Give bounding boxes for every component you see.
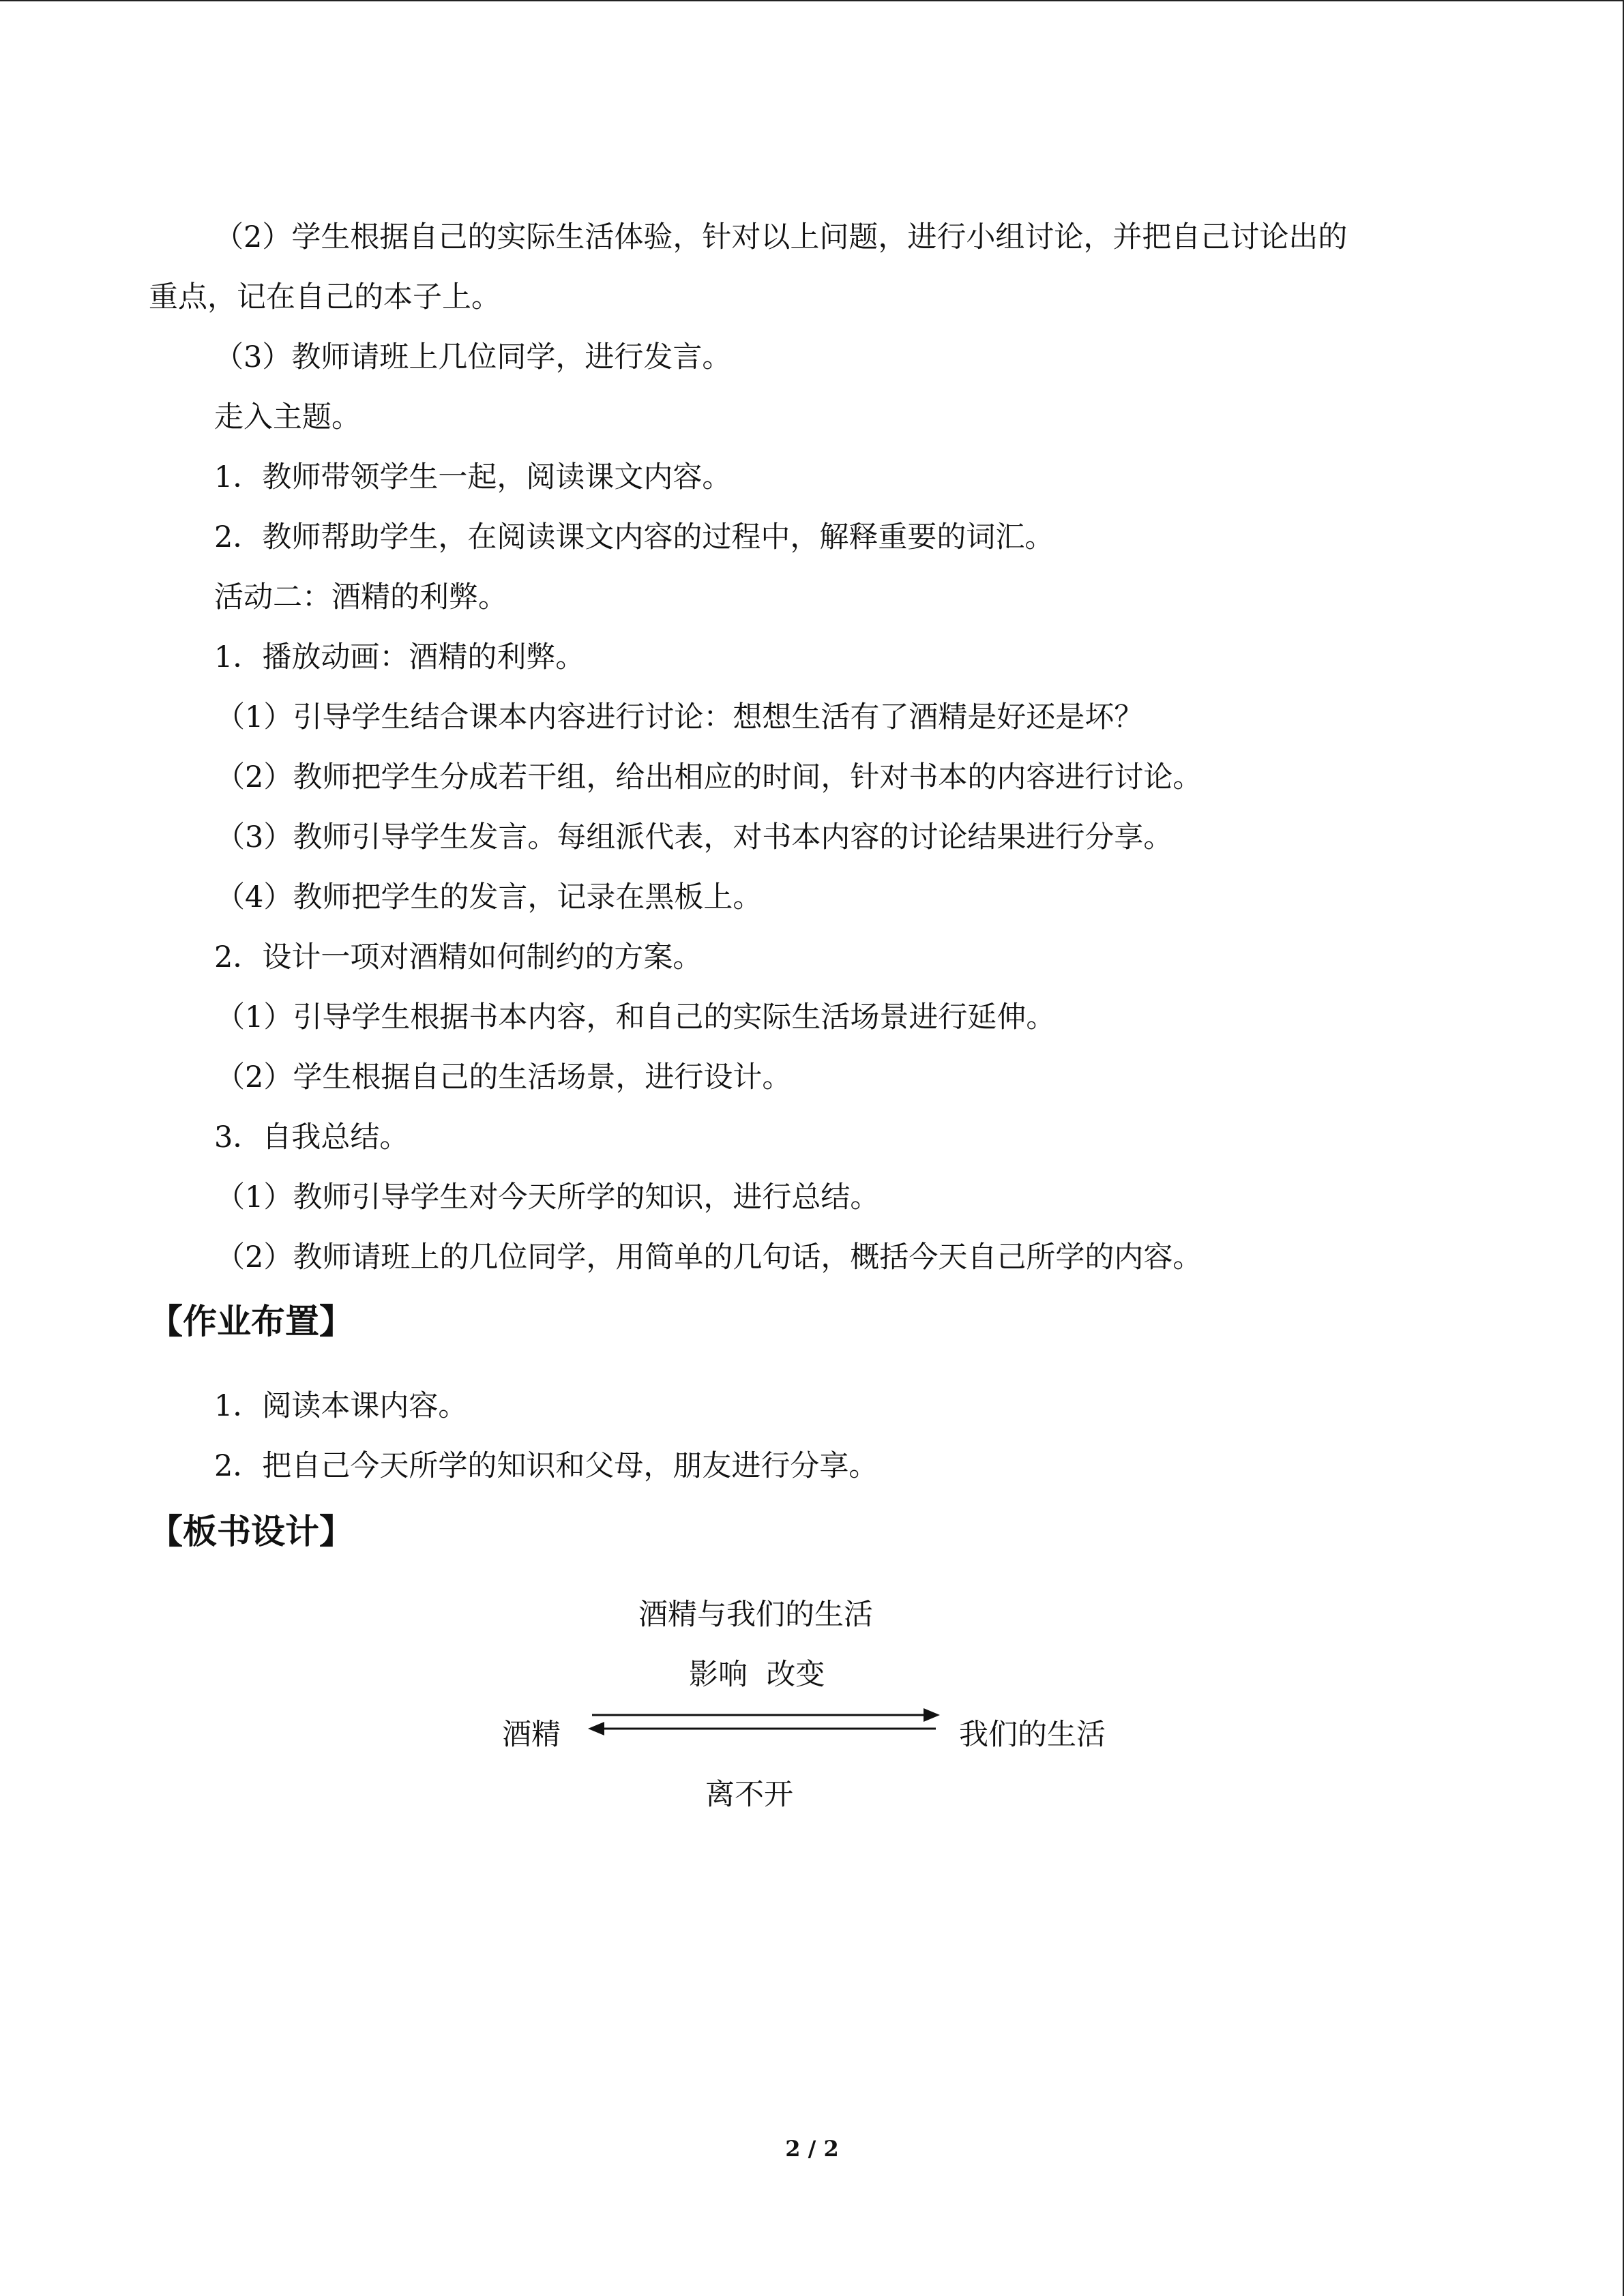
double-arrow-icon [587,1703,941,1744]
paragraph-self-summary: 3．自我总结。 [214,1120,409,1154]
paragraph-design-sub-2: （2）学生根据自己的生活场景，进行设计。 [216,1060,792,1094]
paragraph-design-sub-1: （1）引导学生根据书本内容，和自己的实际生活场景进行延伸。 [216,1000,1056,1034]
paragraph-sub-3: （3）教师引导学生发言。每组派代表，对书本内容的讨论结果进行分享。 [216,820,1173,854]
paragraph-activity-two: 活动二：酒精的利弊。 [214,580,507,614]
paragraph-2-line-2: 重点，记在自己的本子上。 [149,280,501,314]
paragraph-sub-1: （1）引导学生结合课本内容进行讨论：想想生活有了酒精是好还是坏？ [216,700,1144,734]
board-title: 酒精与我们的生活 [638,1598,873,1632]
paragraph-design-plan: 2．设计一项对酒精如何制约的方案。 [214,940,703,974]
paragraph-3: （3）教师请班上几位同学，进行发言。 [214,340,732,374]
homework-item-2: 2．把自己今天所学的知识和父母，朋友进行分享。 [214,1449,879,1483]
board-right-label: 我们的生活 [959,1718,1106,1752]
paragraph-summary-sub-1: （1）教师引导学生对今天所学的知识，进行总结。 [216,1180,880,1214]
board-top-label: 影响 改变 [689,1658,825,1692]
homework-item-1: 1．阅读本课内容。 [214,1389,468,1423]
paragraph-sub-2: （2）教师把学生分成若干组，给出相应的时间，针对书本的内容进行讨论。 [216,760,1202,794]
paragraph-2-line-1: （2）学生根据自己的实际生活体验，针对以上问题，进行小组讨论，并把自己讨论出的 [214,220,1348,254]
board-bottom-label: 离不开 [705,1778,793,1812]
paragraph-summary-sub-2: （2）教师请班上的几位同学，用简单的几句话，概括今天自己所学的内容。 [216,1240,1202,1274]
paragraph-step-2: 2．教师帮助学生，在阅读课文内容的过程中，解释重要的词汇。 [214,520,1054,554]
homework-heading: 【作业布置】 [149,1302,353,1341]
paragraph-play-animation: 1．播放动画：酒精的利弊。 [214,640,585,674]
board-design-heading: 【板书设计】 [149,1512,353,1551]
paragraph-enter-topic: 走入主题。 [214,400,361,434]
board-left-label: 酒精 [502,1718,561,1752]
paragraph-sub-4: （4）教师把学生的发言，记录在黑板上。 [216,880,763,914]
page-number: 2 / 2 [785,2136,839,2162]
paragraph-step-1: 1．教师带领学生一起，阅读课文内容。 [214,460,732,494]
